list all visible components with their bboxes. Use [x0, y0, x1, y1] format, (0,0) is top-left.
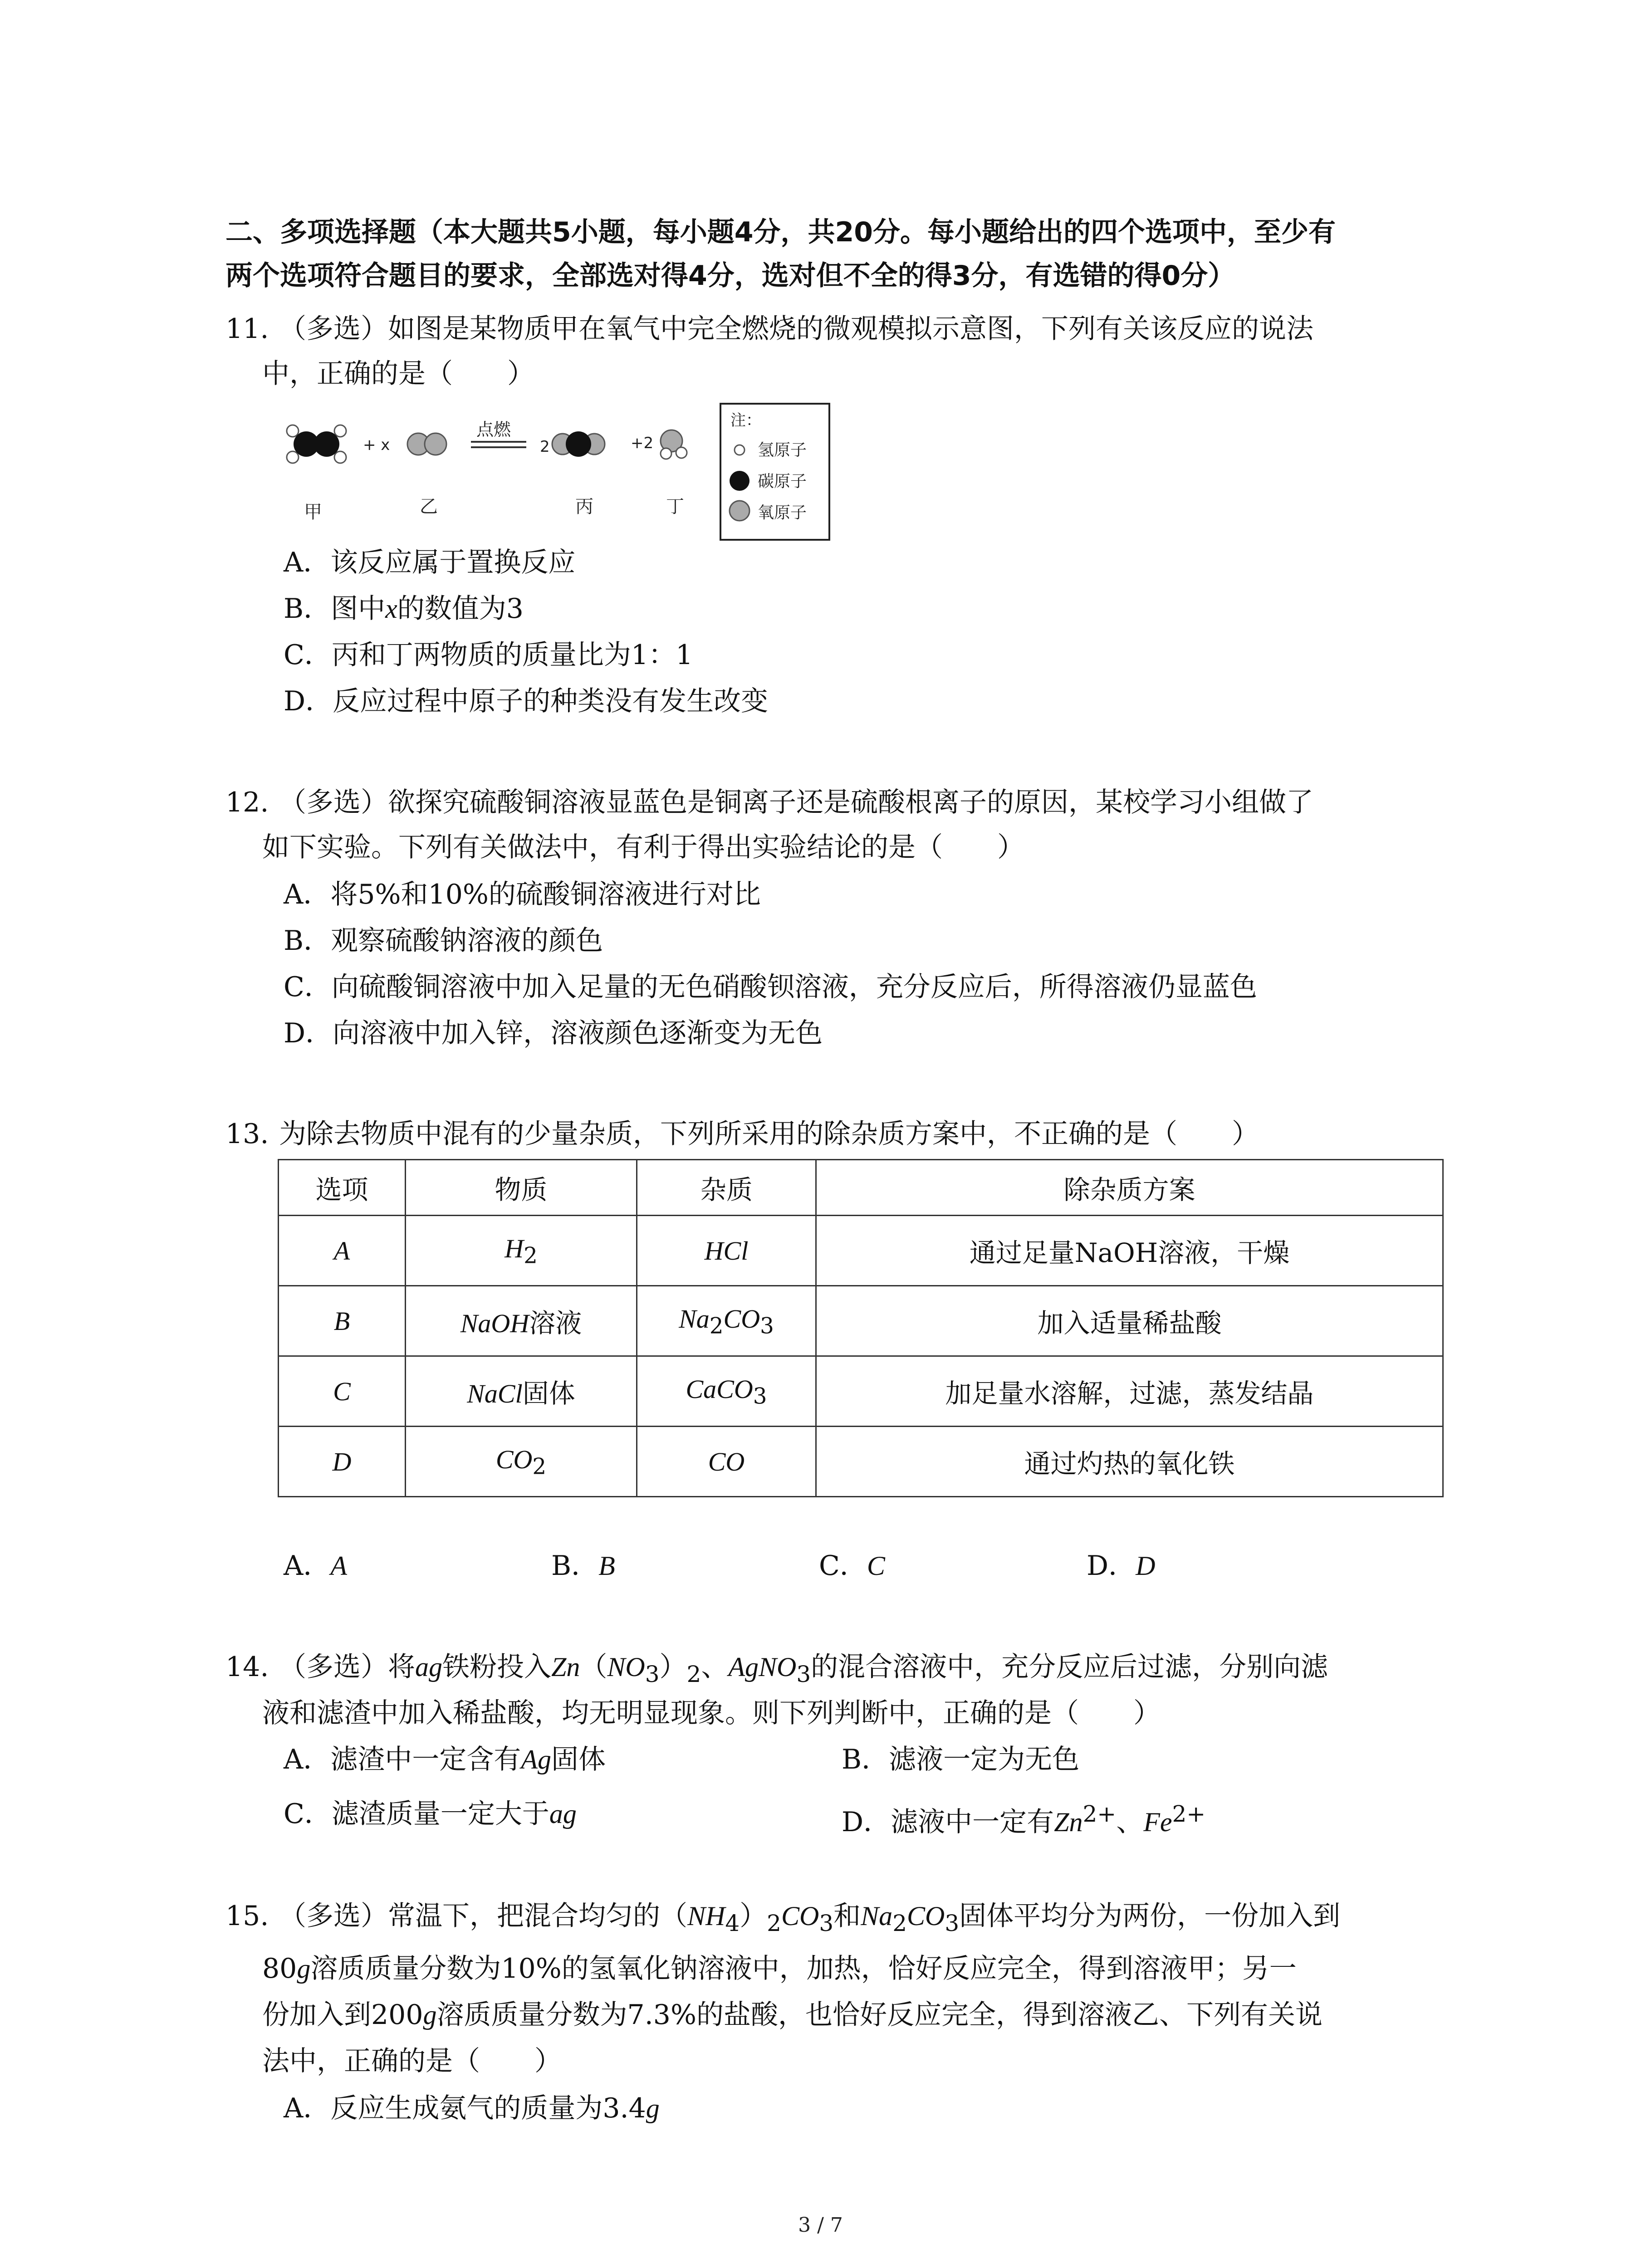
question-number-13: 13.	[225, 1118, 269, 1150]
q12-stem-line1: （多选）欲探究硫酸铜溶液显蓝色是铜离子还是硫酸根离子的原因，某校学习小组做了	[279, 787, 1313, 818]
q12-option-d: D．向溶液中加入锌，溶液颜色逐渐变为无色	[284, 1017, 823, 1049]
legend-hydrogen: 氢原子	[758, 441, 807, 459]
question-number-15: 15.	[225, 1900, 269, 1932]
q14-option-d: D．滤液中一定有$Zn^{2+}$、$Fe^{2+}$	[842, 1801, 1206, 1838]
q12-stem-line2: 如下实验。下列有关做法中，有利于得出实验结论的是（ ）	[262, 831, 1024, 863]
q15-stem-line1: （多选）常温下，把混合均匀的$(NH_4)_2CO_3$和$Na_2CO_3$固体平均分为两份，一份加入到	[279, 1900, 1341, 1936]
reaction-diagram	[272, 399, 844, 544]
label-bing: 丙	[575, 496, 593, 517]
table-cell-impurity: CaCO$_3$	[637, 1356, 816, 1427]
q14-option-a: A．滤渣中一定含有Ag固体	[284, 1744, 606, 1775]
question-number-11: 11.	[225, 313, 269, 345]
impurity-removal-table	[278, 1159, 1444, 1497]
molecule-yi	[407, 433, 446, 455]
q13-answer-b: B．B	[551, 1550, 615, 1582]
q14-option-c: C．滤渣质量一定大于ag	[284, 1798, 577, 1830]
table-header-cell: 选项	[279, 1160, 406, 1216]
label-jia: 甲	[304, 502, 322, 523]
q11-option-d: D．反应过程中原子的种类没有发生改变	[284, 685, 769, 717]
label-yi: 乙	[420, 496, 438, 517]
q11-stem-line2: 中，正确的是（ ）	[262, 358, 534, 390]
table-cell-impurity: HCl	[637, 1216, 816, 1286]
plus-x-text: + x	[363, 436, 390, 454]
legend-oxygen: 氧原子	[758, 503, 807, 522]
q11-option-a: A．该反应属于置换反应	[284, 547, 576, 578]
reaction-condition: 点燃	[476, 420, 511, 440]
table-cell-method: 加入适量稀盐酸	[816, 1286, 1443, 1356]
table-cell-method: 通过足量NaOH溶液，干燥	[816, 1216, 1443, 1286]
table-row	[279, 1356, 1443, 1427]
coefficient-2: 2	[540, 438, 550, 456]
q13-answer-d: D．D	[1087, 1550, 1156, 1582]
q13-answer-a: A．A	[284, 1550, 347, 1582]
q12-option-b: B．观察硫酸钠溶液的颜色	[284, 925, 603, 957]
q15-stem-line2: 80g溶质质量分数为10%的氢氧化钠溶液中，加热，恰好反应完全，得到溶液甲；另一	[262, 1953, 1297, 1984]
q11-option-c: C．丙和丁两物质的质量比为1：1	[284, 639, 693, 671]
table-header-row	[279, 1160, 1443, 1216]
table-row	[279, 1216, 1443, 1286]
q12-option-c: C．向硫酸铜溶液中加入足量的无色硝酸钡溶液，充分反应后，所得溶液仍显蓝色	[284, 971, 1257, 1003]
molecule-bing	[552, 431, 605, 457]
table-row	[279, 1286, 1443, 1356]
question-number-12: 12.	[225, 787, 269, 818]
q12-option-a: A．将5%和10%的硫酸铜溶液进行对比	[284, 879, 761, 910]
table-cell-option: B	[279, 1286, 406, 1356]
table-cell-impurity: $Na_2CO_3$	[637, 1286, 816, 1356]
table-cell-method: 通过灼热的氧化铁	[816, 1427, 1443, 1497]
legend-title: 注：	[730, 411, 761, 430]
molecule-ding	[661, 430, 687, 459]
table-cell-impurity: CO	[637, 1427, 816, 1497]
table-cell-option: C	[279, 1356, 406, 1427]
table-cell-option: D	[279, 1427, 406, 1497]
table-header-cell: 杂质	[637, 1160, 816, 1216]
q13-answer-c: C．C	[819, 1550, 885, 1582]
question-number-14: 14.	[225, 1651, 269, 1683]
legend-carbon: 碳原子	[758, 472, 807, 491]
q11-stem-line1: （多选）如图是某物质甲在氧气中完全燃烧的微观模拟示意图，下列有关该反应的说法	[279, 313, 1313, 345]
table-cell-method: 加足量水溶解，过滤，蒸发结晶	[816, 1356, 1443, 1427]
q14-stem-line2: 液和滤渣中加入稀盐酸，均无明显现象。则下列判断中，正确的是（ ）	[262, 1697, 1161, 1729]
table-header-cell: 物质	[406, 1160, 637, 1216]
diagram-legend	[720, 404, 829, 540]
q14-stem-line1: （多选）将ag铁粉投入$Zn(NO_3)_2$、AgNO$_3$的混合溶液中，充分反应后过滤，分别向滤	[279, 1651, 1328, 1687]
label-ding: 丁	[666, 496, 684, 517]
table-cell-substance: NaOH溶液	[406, 1286, 637, 1356]
plus-2-text: +2	[631, 434, 654, 452]
table-cell-substance: NaCl固体	[406, 1356, 637, 1427]
q13-stem: 为除去物质中混有的少量杂质，下列所采用的除杂质方案中，不正确的是（ ）	[279, 1118, 1259, 1150]
section-header-line2: 两个选项符合题目的要求，全部选对得4分，选对但不全的得3分，有选错的得0分）	[225, 260, 1235, 292]
q14-option-b: B．滤液一定为无色	[842, 1744, 1080, 1775]
q15-stem-line3: 份加入到200g溶质质量分数为7.3%的盐酸，也恰好反应完全，得到溶液乙、下列有关说	[262, 1999, 1323, 2031]
page-number: 3 / 7	[798, 2214, 843, 2237]
q15-stem-line4: 法中，正确的是（ ）	[262, 2045, 562, 2077]
q11-option-b: B．图中x的数值为3	[284, 593, 524, 625]
table-cell-option: A	[279, 1216, 406, 1286]
section-header-line1: 二、多项选择题（本大题共5小题，每小题4分，共20分。每小题给出的四个选项中，至少有	[225, 216, 1336, 248]
table-cell-substance: $H_2$	[406, 1216, 637, 1286]
table-cell-substance: $CO_2$	[406, 1427, 637, 1497]
q15-option-a: A．反应生成氨气的质量为3.4g	[284, 2092, 660, 2124]
table-row	[279, 1427, 1443, 1497]
table-header-cell: 除杂质方案	[816, 1160, 1443, 1216]
molecule-jia	[287, 425, 346, 463]
